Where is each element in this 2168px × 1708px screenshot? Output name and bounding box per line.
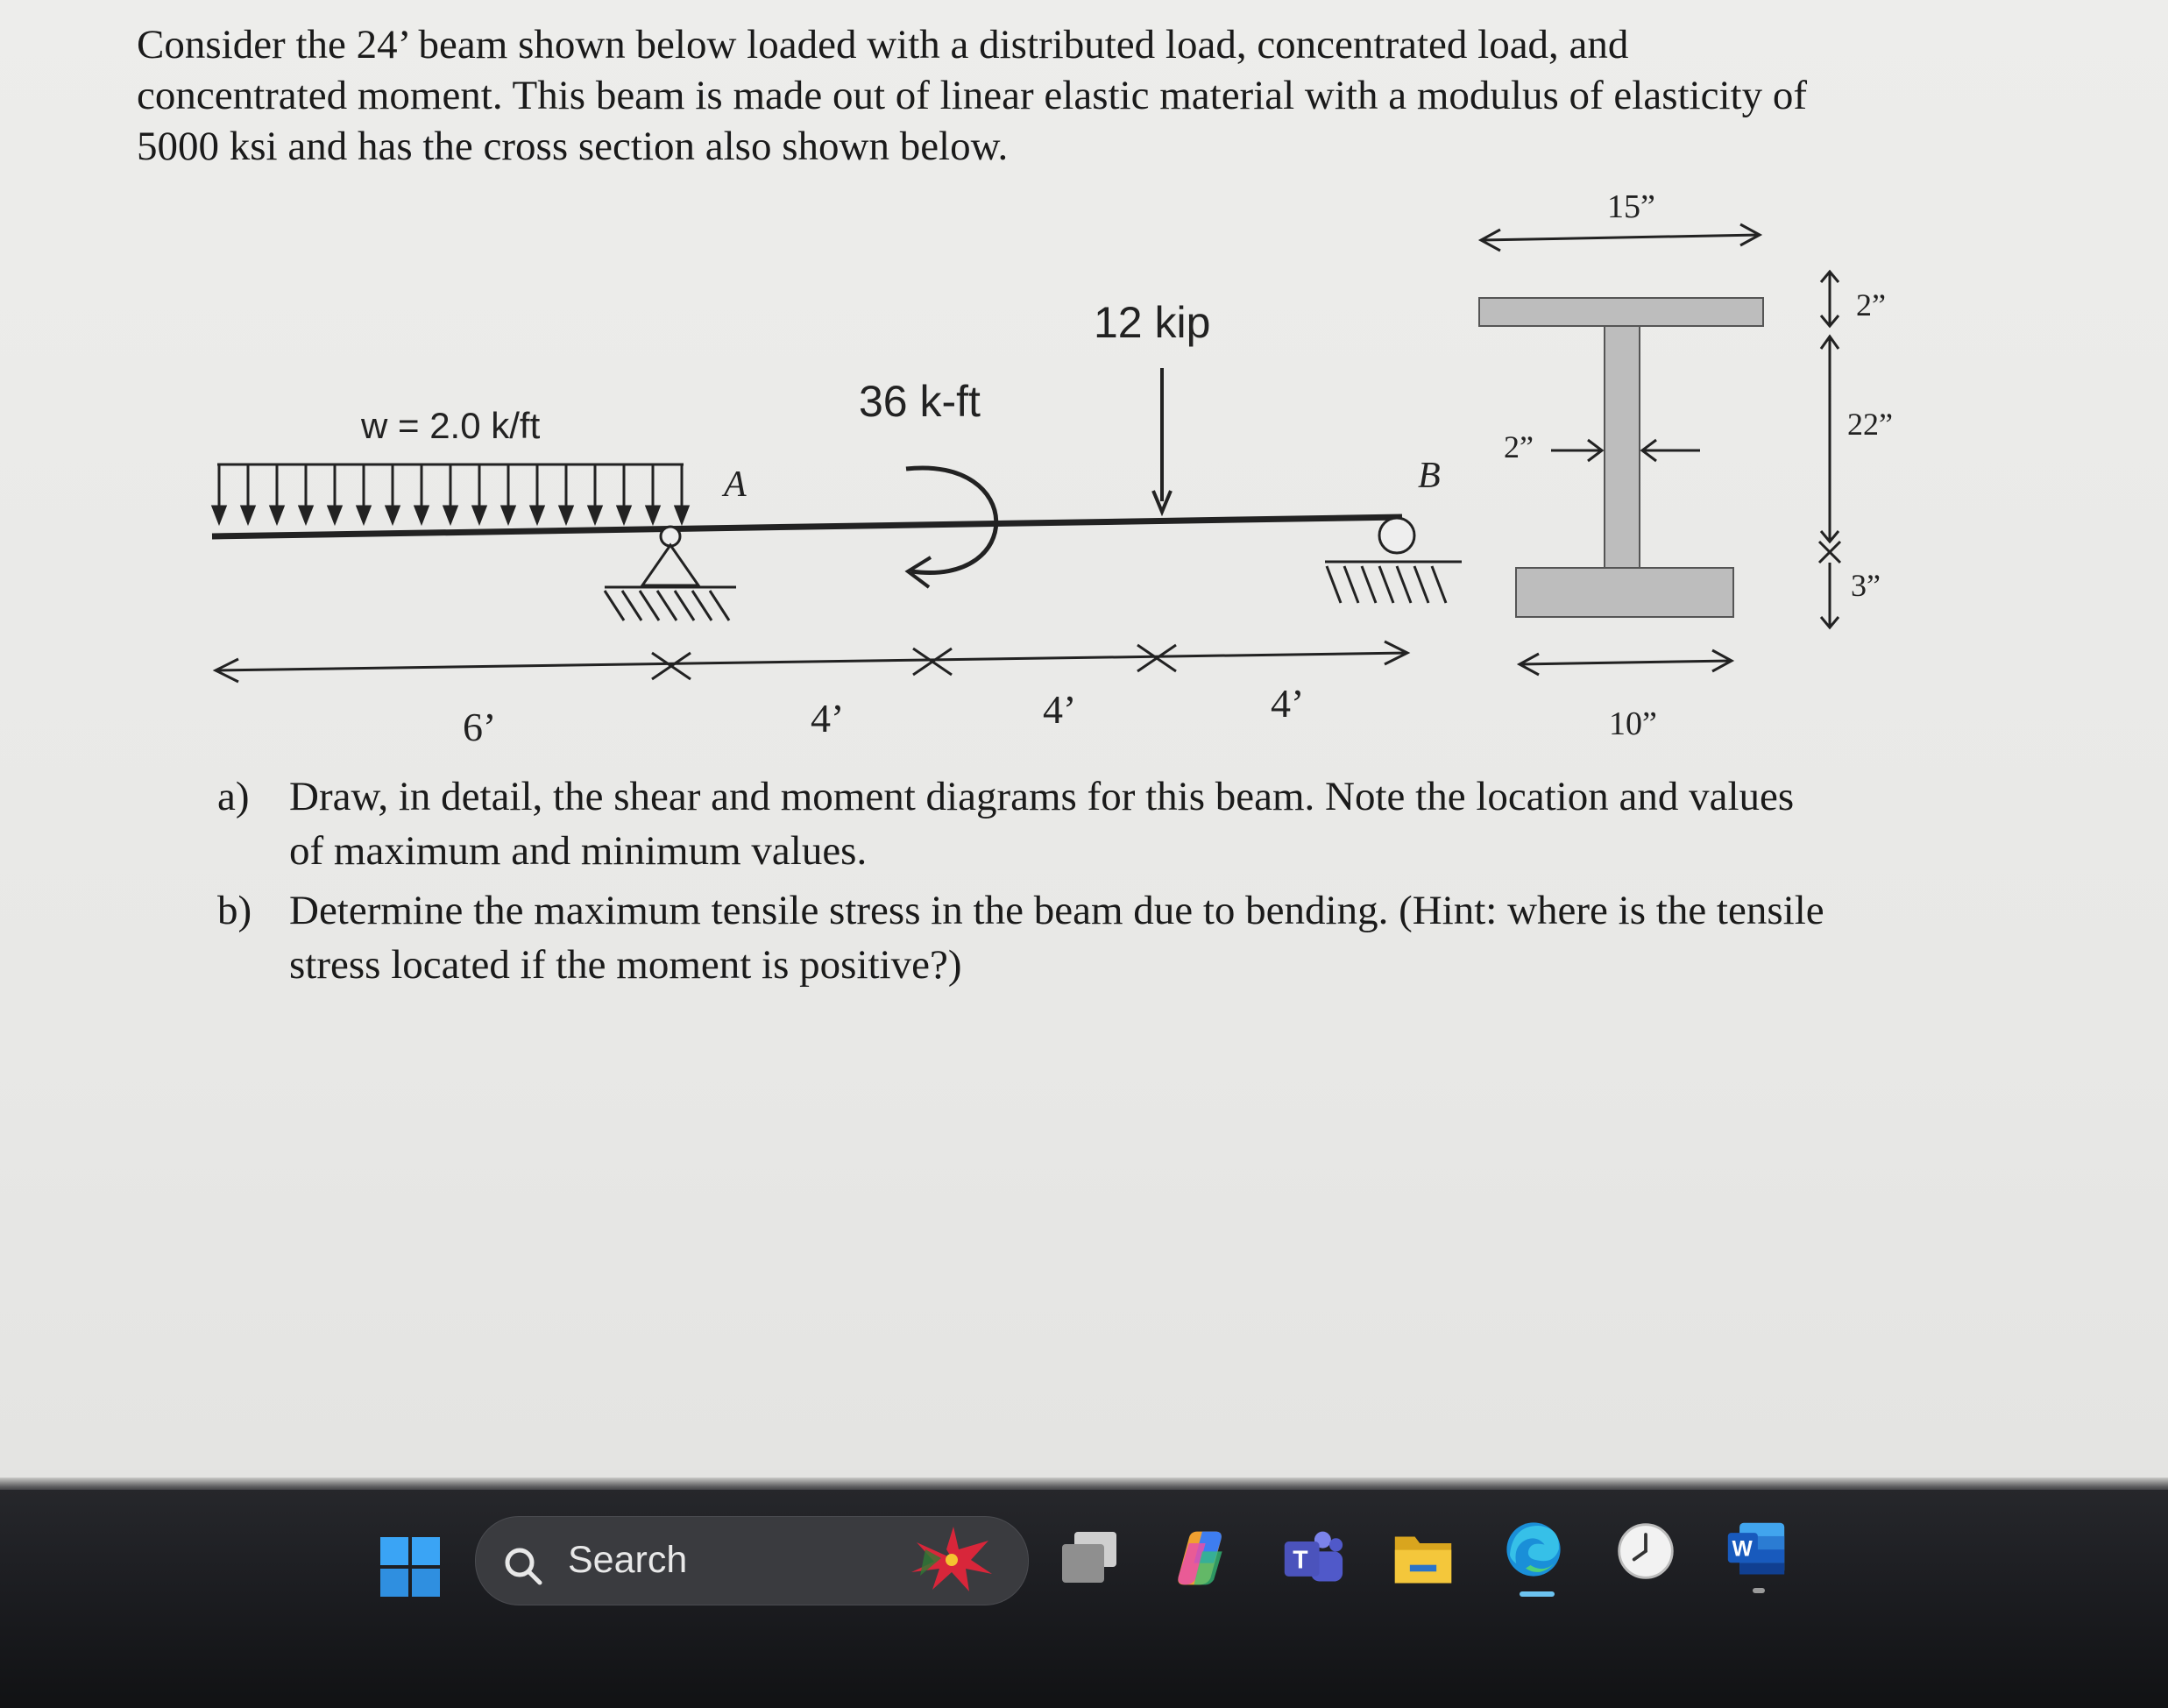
distributed-load-arrowhead [676,507,688,522]
top-width-dimension [1481,224,1760,251]
question-line: stress located if the moment is positive?) [289,942,962,988]
support-b-label: B [1418,456,1441,496]
edge-running-indicator [1520,1591,1555,1597]
distributed-load-arrowhead [271,507,283,522]
top-width-label: 15” [1607,188,1655,225]
distributed-load-arrowhead [329,507,341,522]
web [1605,326,1640,568]
task-view-icon[interactable] [1059,1527,1122,1590]
question-a [217,769,1824,878]
word-running-indicator [1753,1588,1765,1593]
poinsettia-icon[interactable] [908,1523,995,1593]
question-list [217,769,1824,997]
distributed-load-arrowhead [618,507,630,522]
distributed-load-arrowhead [560,507,572,522]
question-b [217,883,1824,992]
point-load-label: 12 kip [1094,298,1211,347]
moment-label: 36 k-ft [859,377,981,426]
span-label: 4’ [1043,687,1077,732]
bottom-width-dimension [1520,650,1732,675]
copilot-icon[interactable] [1169,1527,1232,1590]
problem-line: Consider the 24’ beam shown below loaded with a distributed load, concentrated load, and [137,22,1629,67]
question-marker: a) [217,774,250,819]
top-flange [1479,298,1763,326]
span-label: 6’ [463,705,497,749]
question-line: of maximum and minimum values. [289,828,868,874]
question-line: Determine the maximum tensile stress in the beam due to bending. (Hint: where is the tensile [289,888,1824,933]
distributed-load-arrowhead [358,507,370,522]
distributed-load-label: w = 2.0 k/ft [361,405,541,446]
top-flange-thickness-label: 2” [1856,287,1886,322]
edge-icon[interactable] [1502,1518,1565,1581]
windows-start-icon[interactable] [379,1535,442,1598]
span-dimension [216,641,1407,682]
bottom-flange [1516,568,1733,617]
span-label: 4’ [811,696,845,741]
problem-line: concentrated moment. This beam is made out of linear elastic material with a modulus of elasticity of [137,73,1807,118]
svg-text:W: W [1732,1537,1753,1562]
problem-line: 5000 ksi and has the cross section also shown below. [137,124,1009,169]
point-load [1153,368,1171,512]
word-icon[interactable] [1725,1520,1788,1583]
distributed-load-arrowhead [300,507,312,522]
distributed-load-arrowhead [647,507,659,522]
distributed-load-arrowhead [502,507,514,522]
web-thickness-label: 2” [1504,429,1534,464]
distributed-load [213,464,688,522]
roller-support-b [1325,518,1462,603]
taskbar [0,1490,2168,1708]
distributed-load-arrowhead [531,507,543,522]
vertical-dimensions [1819,272,1840,627]
svg-text:T: T [1293,1546,1308,1575]
support-a-label: A [724,464,747,505]
web-height-label: 22” [1847,407,1893,442]
file-explorer-icon[interactable] [1392,1528,1455,1591]
question-line: Draw, in detail, the shear and moment diagrams for this beam. Note the location and values [289,774,1795,819]
distributed-load-arrowhead [415,507,428,522]
search-placeholder: Search [568,1539,688,1581]
bottom-width-label: 10” [1609,705,1657,742]
teams-icon[interactable] [1281,1527,1344,1590]
distributed-load-arrowhead [386,507,399,522]
distributed-load-arrowhead [242,507,254,522]
question-marker: b) [217,888,252,933]
distributed-load-arrowhead [473,507,485,522]
search-icon [501,1544,545,1588]
clock-icon[interactable] [1614,1520,1677,1583]
span-label: 4’ [1271,681,1305,726]
distributed-load-arrowhead [444,507,457,522]
bottom-flange-thickness-label: 3” [1851,568,1881,603]
distributed-load-arrowhead [213,507,225,522]
pin-support-a [605,527,736,620]
distributed-load-arrowhead [589,507,601,522]
